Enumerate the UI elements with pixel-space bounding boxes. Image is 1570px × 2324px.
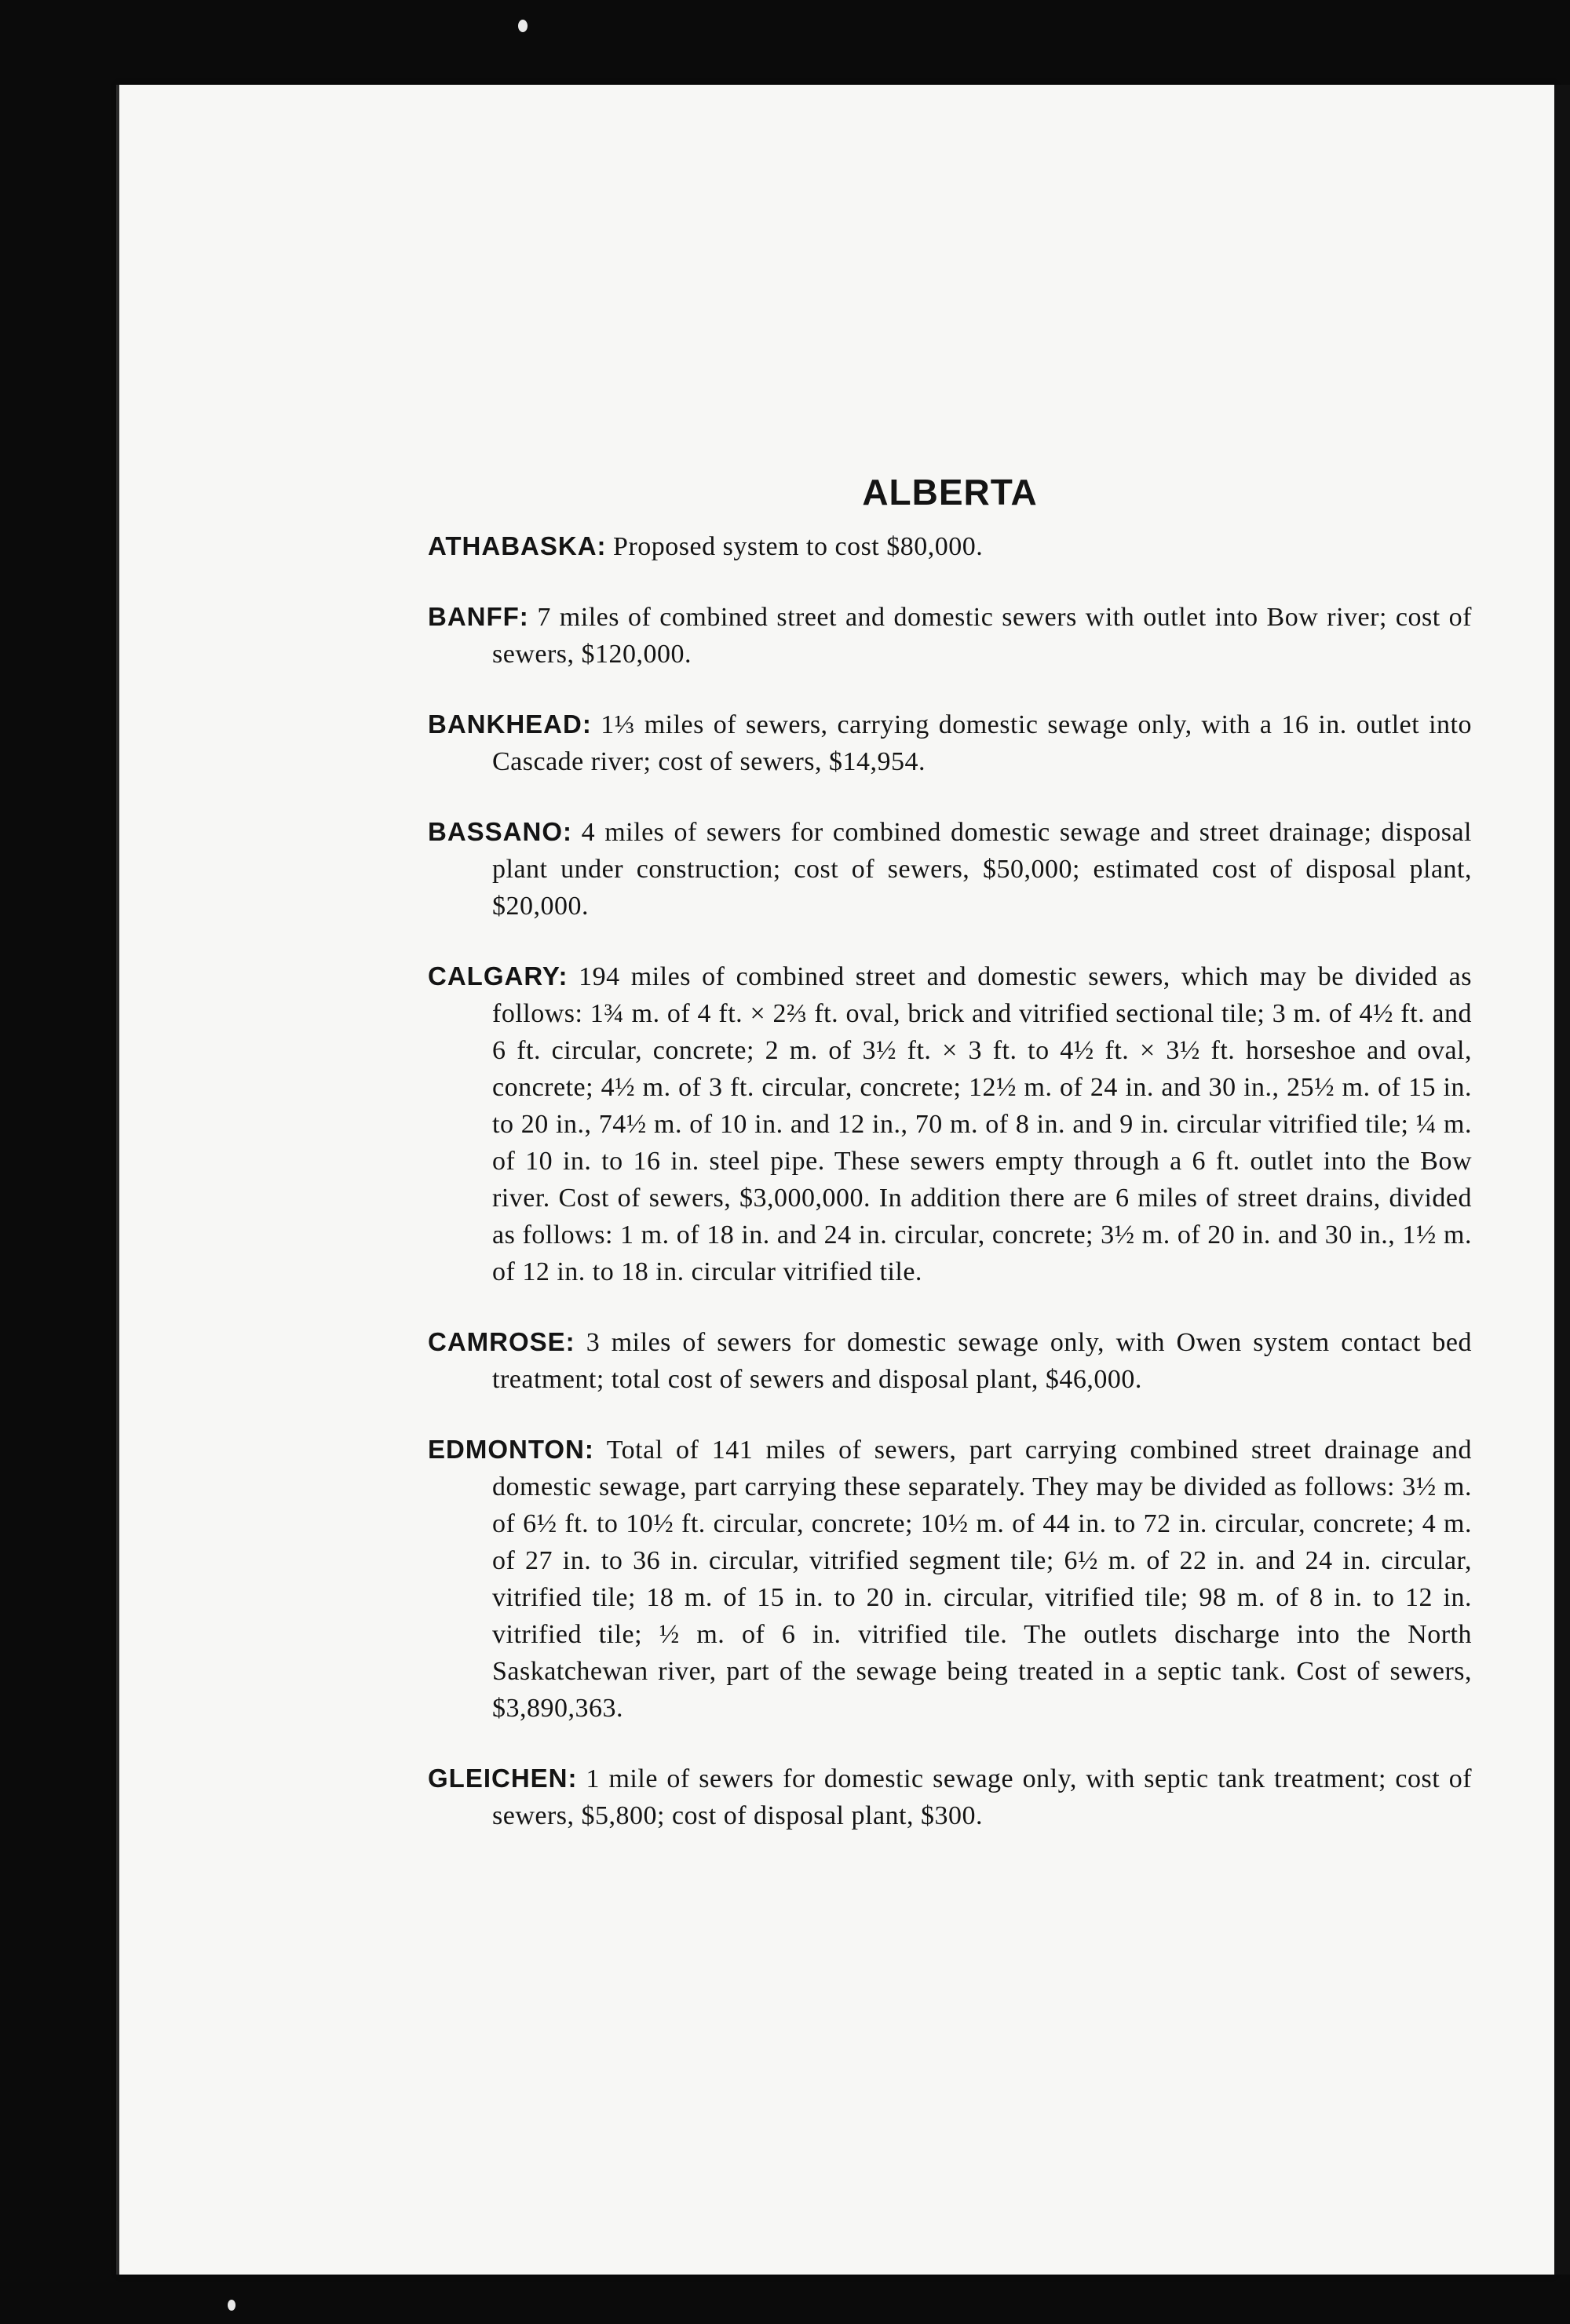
- entry-bankhead: [428, 706, 1472, 780]
- entry-camrose: [428, 1323, 1472, 1398]
- entry-banff: [428, 598, 1472, 673]
- entry-edmonton: [428, 1431, 1472, 1727]
- entry-place: CALGARY:: [428, 961, 568, 991]
- page-shadow: [1554, 85, 1570, 2275]
- entry-place: EDMONTON:: [428, 1435, 594, 1464]
- entry-calgary: [428, 958, 1472, 1290]
- entry-gleichen: [428, 1760, 1472, 1834]
- entry-place: GLEICHEN:: [428, 1764, 578, 1793]
- entry-place: BANFF:: [428, 602, 529, 631]
- entry-place: BASSANO:: [428, 817, 573, 846]
- entry-text: 1 mile of sewers for domestic sewage only, with septic tank treatment; cost of sewers, $5,800; cost of disposal plant, $300.: [492, 1764, 1473, 1830]
- entry-text: 7 miles of combined street and domestic sewers with outlet into Bow river; cost of sewers, $120,000.: [492, 603, 1472, 669]
- entry-text: 3 miles of sewers for domestic sewage only, with Owen system contact bed treatment; total cost of sewers and disposal plant, $46,000.: [492, 1328, 1473, 1394]
- section-heading: ALBERTA: [862, 472, 1038, 513]
- entry-text: Proposed system to cost $80,000.: [613, 532, 984, 561]
- entry-place: CAMROSE:: [428, 1327, 575, 1356]
- document-content: [428, 471, 1472, 1867]
- scan-speck: [228, 2300, 236, 2311]
- entry-text: 194 miles of combined street and domestic sewers, which may be divided as follows: 1¾ m. of 4 ft. × 2⅔ ft. oval, brick and vitrified sectional tile; 3 m. of 4½ ft. and 6 ft. circular, concrete; 2 m. of 3½ ft. × 3 ft. to 4½ ft. × 3½ ft. horseshoe and oval, concrete; 4½ m. of 3 ft. circular, concrete; 12½ m. of 24 in. and 30 in., 25½ m. of 15 in. to 20 in., 74½ m. of 10 in. and 12 in., 70 m. of 8 in. and 9 in. circular vitrified tile; ¼ m. of 10 in. to 16 in. steel pipe. These sewers empty through a 6 ft. outlet into the Bow river. Cost of sewers, $3,000,000. In addition there are 6 miles of street drains, divided as follows: 1 m. of 18 in. and 24 in. circular, concrete; 3½ m. of 20 in. and 30 in., 1½ m. of 12 in. to 18 in. circular vitrified tile.: [492, 962, 1473, 1286]
- entry-bassano: [428, 813, 1472, 925]
- entry-text: Total of 141 miles of sewers, part carrying combined street drainage and domestic sewage, part carrying these separately. They may be divided as follows: 3½ m. of 6½ ft. to 10½ ft. circular, concrete; 10½ m. of 44 in. to 72 in. circular, concrete; 4 m. of 27 in. to 36 in. circular, vitrified segment tile; 6½ m. of 22 in. and 24 in. circular, vitrified tile; 18 m. of 15 in. to 20 in. circular, vitrified tile; 98 m. of 8 in. to 12 in. vitrified tile; ½ m. of 6 in. vitrified tile. The outlets discharge into the North Saskatchewan river, part of the sewage being treated in a septic tank. Cost of sewers, $3,890,363.: [492, 1436, 1473, 1723]
- entry-place: BANKHEAD:: [428, 710, 592, 739]
- scan-speck: [518, 20, 528, 32]
- entry-text: 4 miles of sewers for combined domestic sewage and street drainage; disposal plant under construction; cost of sewers, $50,000; estimated cost of disposal plant, $20,000.: [492, 818, 1472, 921]
- entry-text: 1⅓ miles of sewers, carrying domestic sewage only, with a 16 in. outlet into Cascade river; cost of sewers, $14,954.: [492, 710, 1472, 776]
- entry-athabaska: [428, 527, 1472, 565]
- page-edge: [116, 85, 119, 2275]
- entry-place: ATHABASKA:: [428, 531, 607, 560]
